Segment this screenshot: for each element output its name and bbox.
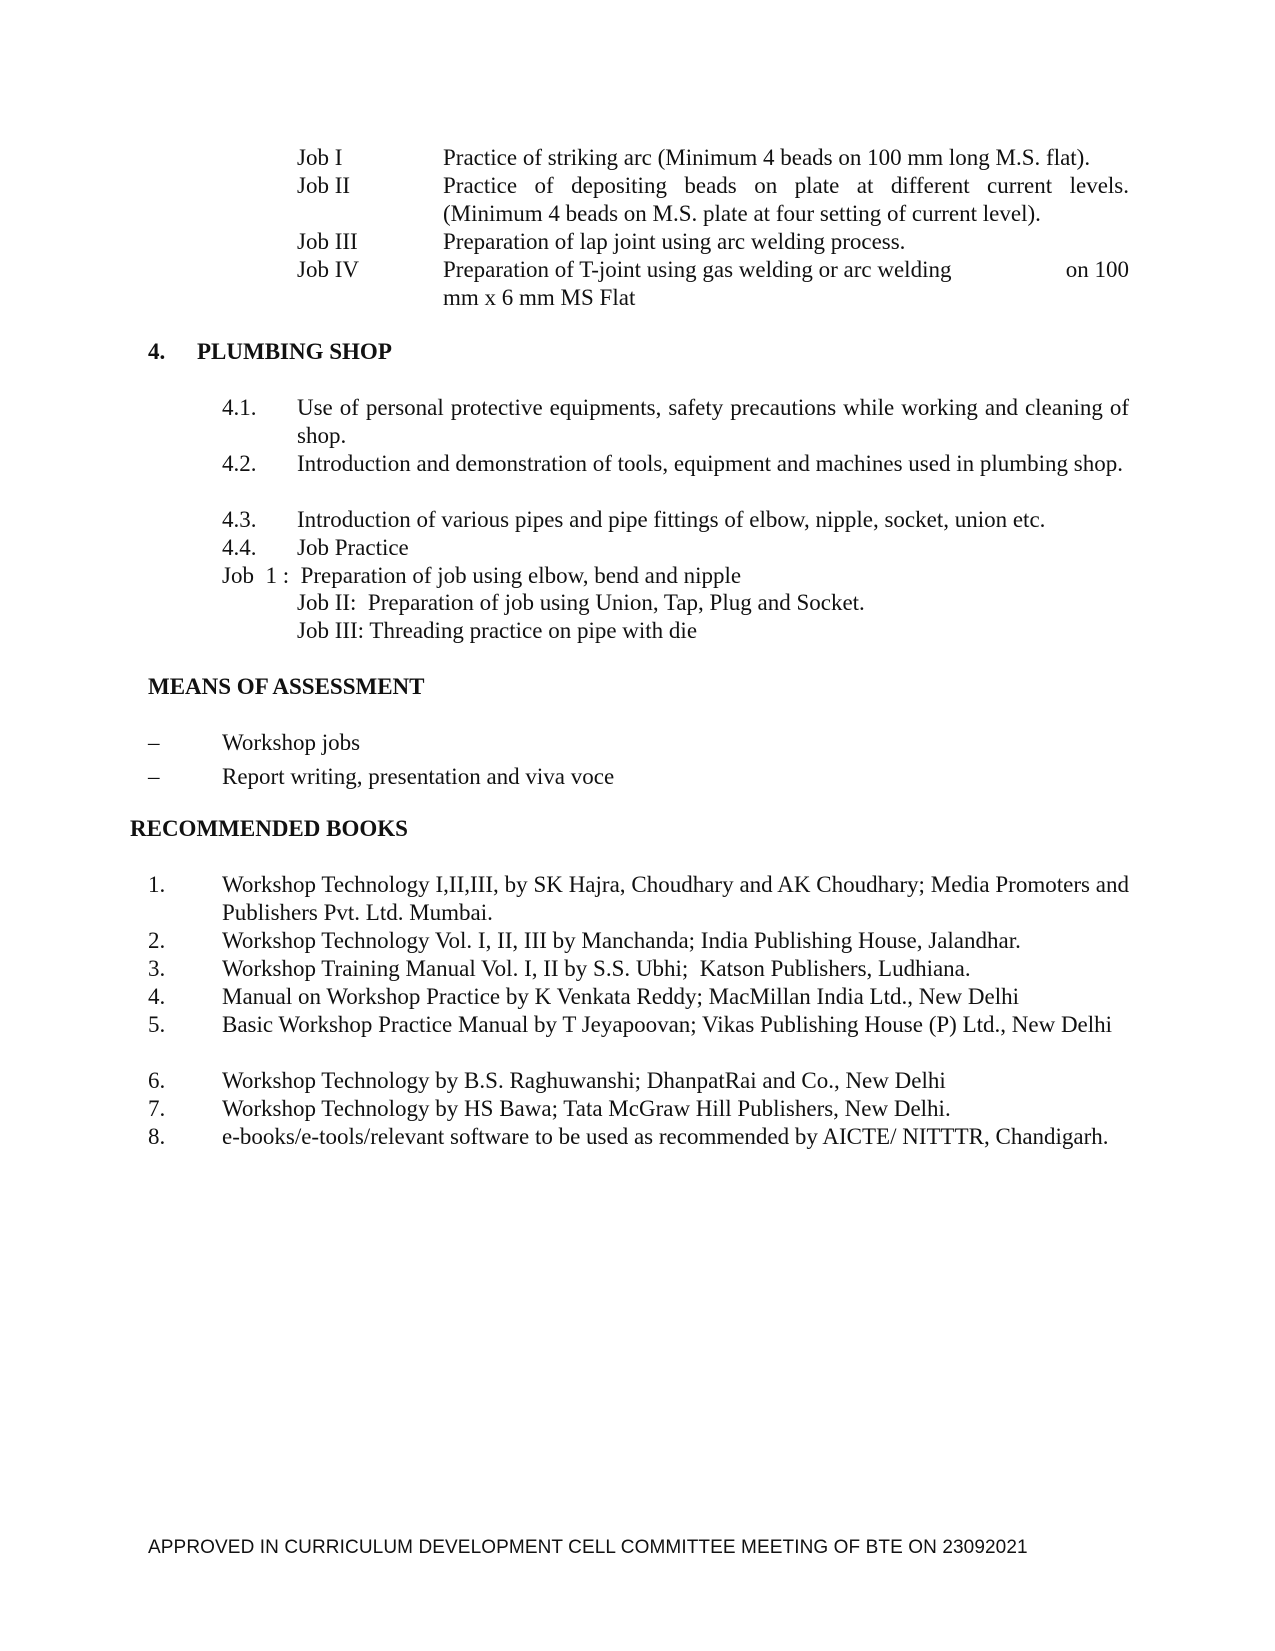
book-number: 2. [148,928,166,953]
book-number: 6. [148,1068,166,1093]
book-number: 8. [148,1124,166,1149]
item-number: 4.1. [222,395,257,420]
section-heading: MEANS OF ASSESSMENT [148,674,425,699]
job-text-continued: mm x 6 mm MS Flat [443,285,636,310]
book-number: 7. [148,1096,166,1121]
plumbing-job: Job 1 : Preparation of job using elbow, bend and nipple [222,563,742,588]
book-text: Workshop Training Manual Vol. I, II by S.S. Ubhi; Katson Publishers, Ludhiana. [222,956,971,981]
book-text: Manual on Workshop Practice by K Venkata Reddy; MacMillan India Ltd., New Delhi [222,984,1020,1009]
book-text: Workshop Technology I,II,III, by SK Hajra, Choudhary and AK Choudhary; Media Promoters and Publishers Pvt. Ltd. Mumbai. [222,872,1129,925]
item-text: Use of personal protective equipments, safety precautions while working and cleaning of shop. [297,395,1129,448]
assessment-item: Workshop jobs [222,730,361,755]
assessment-item: Report writing, presentation and viva voce [222,764,615,789]
book-text: Workshop Technology by HS Bawa; Tata McGraw Hill Publishers, New Delhi. [222,1096,951,1121]
item-text: Job Practice [297,535,409,560]
section-heading: PLUMBING SHOP [197,339,392,364]
job-text: Practice of depositing beads on plate at different current levels. (Minimum 4 beads on M.S. plate at four setting of current level). [443,173,1129,226]
item-number: 4.3. [222,507,257,532]
plumbing-job: Job II: Preparation of job using Union, Tap, Plug and Socket. [297,590,865,615]
book-number: 3. [148,956,166,981]
book-number: 4. [148,984,166,1009]
job-text: Preparation of T-joint using gas welding or arc welding [443,257,952,282]
section-number: 4. [148,339,166,364]
item-number: 4.4. [222,535,257,560]
bullet: – [148,764,160,789]
book-number: 5. [148,1012,166,1037]
job-label: Job II [297,173,351,198]
job-text-end: on 100 [1065,257,1129,282]
item-text: Introduction of various pipes and pipe fittings of elbow, nipple, socket, union etc. [297,507,1046,532]
item-number: 4.2. [222,451,257,476]
book-text: Workshop Technology by B.S. Raghuwanshi; DhanpatRai and Co., New Delhi [222,1068,946,1093]
item-text: Introduction and demonstration of tools, equipment and machines used in plumbing shop. [297,451,1123,476]
bullet: – [148,730,160,755]
job-text: Preparation of lap joint using arc welding process. [443,229,906,254]
book-text: Basic Workshop Practice Manual by T Jeyapoovan; Vikas Publishing House (P) Ltd., New Delhi [222,1012,1113,1037]
job-label: Job I [297,145,343,170]
plumbing-job: Job III: Threading practice on pipe with die [297,618,698,643]
job-label: Job III [297,229,358,254]
page-footer: APPROVED IN CURRICULUM DEVELOPMENT CELL COMMITTEE MEETING OF BTE ON 23092021 [148,1537,1028,1558]
book-text: Workshop Technology Vol. I, II, III by Manchanda; India Publishing House, Jalandhar. [222,928,1021,953]
book-number: 1. [148,872,166,897]
book-text: e-books/e-tools/relevant software to be used as recommended by AICTE/ NITTTR, Chandigarh. [222,1124,1109,1149]
section-heading: RECOMMENDED BOOKS [130,816,408,841]
job-label: Job IV [297,257,359,282]
job-text: Practice of striking arc (Minimum 4 beads on 100 mm long M.S. flat). [443,145,1091,170]
